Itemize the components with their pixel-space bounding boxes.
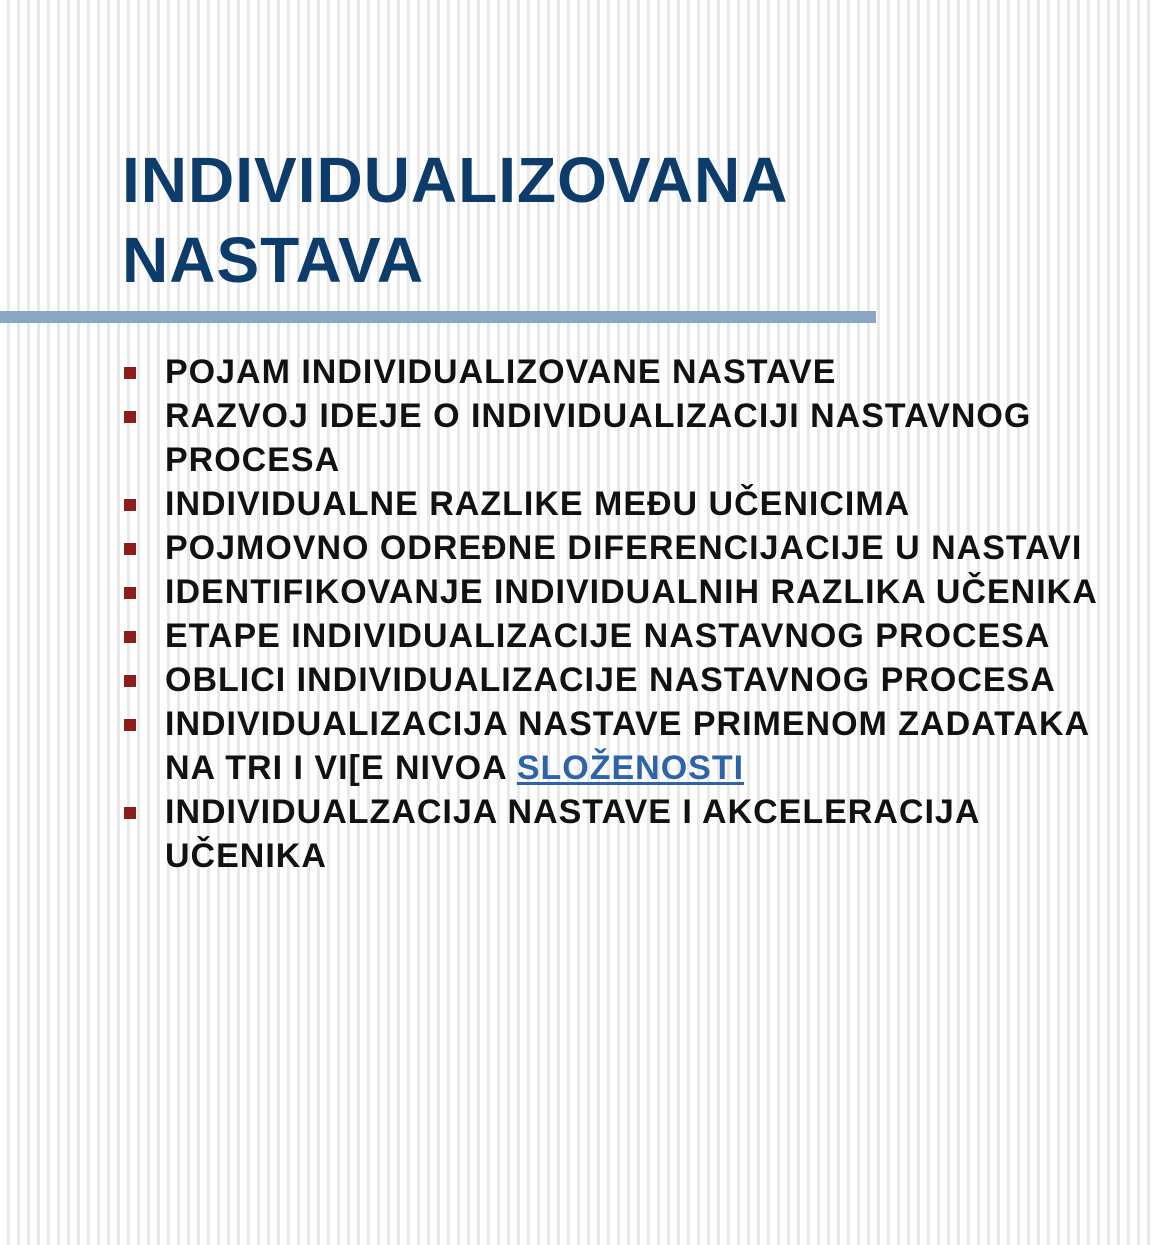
- square-bullet-icon: [124, 719, 136, 731]
- bullet-text: INDIVIDUALIZACIJA NASTAVE PRIMENOM ZADATAKA NA TRI I VI[E NIVOA: [165, 705, 1089, 787]
- square-bullet-icon: [124, 675, 136, 687]
- bullet-item: [122, 702, 1132, 790]
- square-bullet-icon: [124, 807, 136, 819]
- bullet-item: [122, 614, 1132, 658]
- bullet-text: INDIVIDUALZACIJA NASTAVE I AKCELERACIJA UČENIKA: [165, 793, 980, 875]
- bullet-item: [122, 394, 1132, 482]
- bullet-item: [122, 658, 1132, 702]
- bullet-item: [122, 482, 1132, 526]
- bullet-item: [122, 350, 1132, 394]
- slide-title: [122, 140, 788, 300]
- bullet-list: [122, 350, 1132, 878]
- bullet-text: IDENTIFIKOVANJE INDIVIDUALNIH RAZLIKA UČENIKA: [165, 573, 1098, 611]
- square-bullet-icon: [124, 631, 136, 643]
- slide-title-line-2: NASTAVA: [122, 224, 425, 296]
- bullet-item: [122, 790, 1132, 878]
- square-bullet-icon: [124, 411, 136, 423]
- bullet-text: POJAM INDIVIDUALIZOVANE NASTAVE: [165, 353, 837, 391]
- bullet-text: INDIVIDUALNE RAZLIKE MEĐU UČENICIMA: [165, 485, 911, 523]
- title-underline-rule: [0, 311, 876, 323]
- bullet-text: OBLICI INDIVIDUALIZACIJE NASTAVNOG PROCESA: [165, 661, 1056, 699]
- slide-title-line-1: INDIVIDUALIZOVANA: [122, 144, 789, 216]
- square-bullet-icon: [124, 587, 136, 599]
- square-bullet-icon: [124, 367, 136, 379]
- square-bullet-icon: [124, 499, 136, 511]
- bullet-text: RAZVOJ IDEJE O INDIVIDUALIZACIJI NASTAVNOG PROCESA: [165, 397, 1032, 479]
- square-bullet-icon: [124, 543, 136, 555]
- bullet-text: POJMOVNO ODREĐNE DIFERENCIJACIJE U NASTAVI: [165, 529, 1083, 567]
- bullet-text: ETAPE INDIVIDUALIZACIJE NASTAVNOG PROCESA: [165, 617, 1051, 655]
- bullet-item: [122, 526, 1132, 570]
- slozenosti-link[interactable]: SLOŽENOSTI: [516, 749, 745, 787]
- bullet-item: [122, 570, 1132, 614]
